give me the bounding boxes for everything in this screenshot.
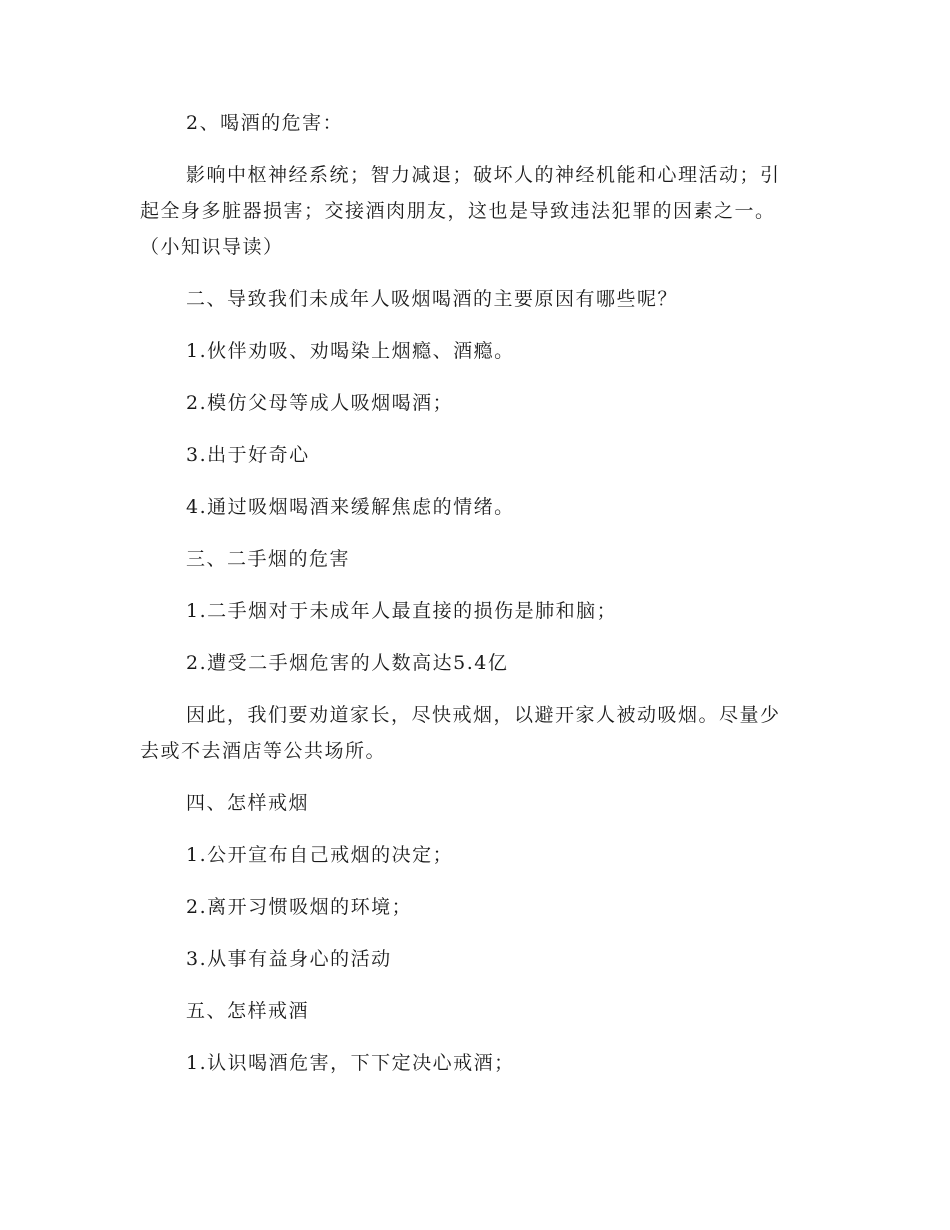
list-item-secondhand-2: 2.遭受二手烟危害的人数高达5.4亿 xyxy=(186,652,509,674)
list-item-quit-smoking-1: 1.公开宣布自己戒烟的决定； xyxy=(186,844,454,866)
list-item-reason-1: 1.伙伴劝吸、劝喝染上烟瘾、酒瘾。 xyxy=(186,340,515,362)
list-item-reason-4: 4.通过吸烟喝酒来缓解焦虑的情绪。 xyxy=(186,496,515,518)
section-heading-reasons: 二、导致我们未成年人吸烟喝酒的主要原因有哪些呢？ xyxy=(186,288,679,310)
list-item-reason-3: 3.出于好奇心 xyxy=(186,444,310,466)
list-item-secondhand-1: 1.二手烟对于未成年人最直接的损伤是肺和脑； xyxy=(186,600,618,622)
paragraph-drinking-harm: 影响中枢神经系统；智力减退；破坏人的神经机能和心理活动；引起全身多脏器损害；交接酒肉朋友，这也是导致违法犯罪的因素之一。（小知识导读） xyxy=(140,164,781,258)
section-heading-secondhand-smoke: 三、二手烟的危害 xyxy=(186,548,351,570)
document-body xyxy=(140,105,800,1097)
section-heading-quit-drinking: 五、怎样戒酒 xyxy=(186,1000,310,1022)
list-item-quit-drinking-1: 1.认识喝酒危害，下下定决心戒酒； xyxy=(186,1052,515,1074)
section-heading-quit-smoking: 四、怎样戒烟 xyxy=(186,792,310,814)
list-item-quit-smoking-2: 2.离开习惯吸烟的环境； xyxy=(186,896,413,918)
list-item-quit-smoking-3: 3.从事有益身心的活动 xyxy=(186,948,392,970)
paragraph-advice: 因此，我们要劝道家长，尽快戒烟，以避开家人被动吸烟。尽量少去或不去酒店等公共场所。 xyxy=(140,704,781,762)
section-heading-drinking-harm: 2、喝酒的危害： xyxy=(186,112,344,134)
list-item-reason-2: 2.模仿父母等成人吸烟喝酒； xyxy=(186,392,454,414)
